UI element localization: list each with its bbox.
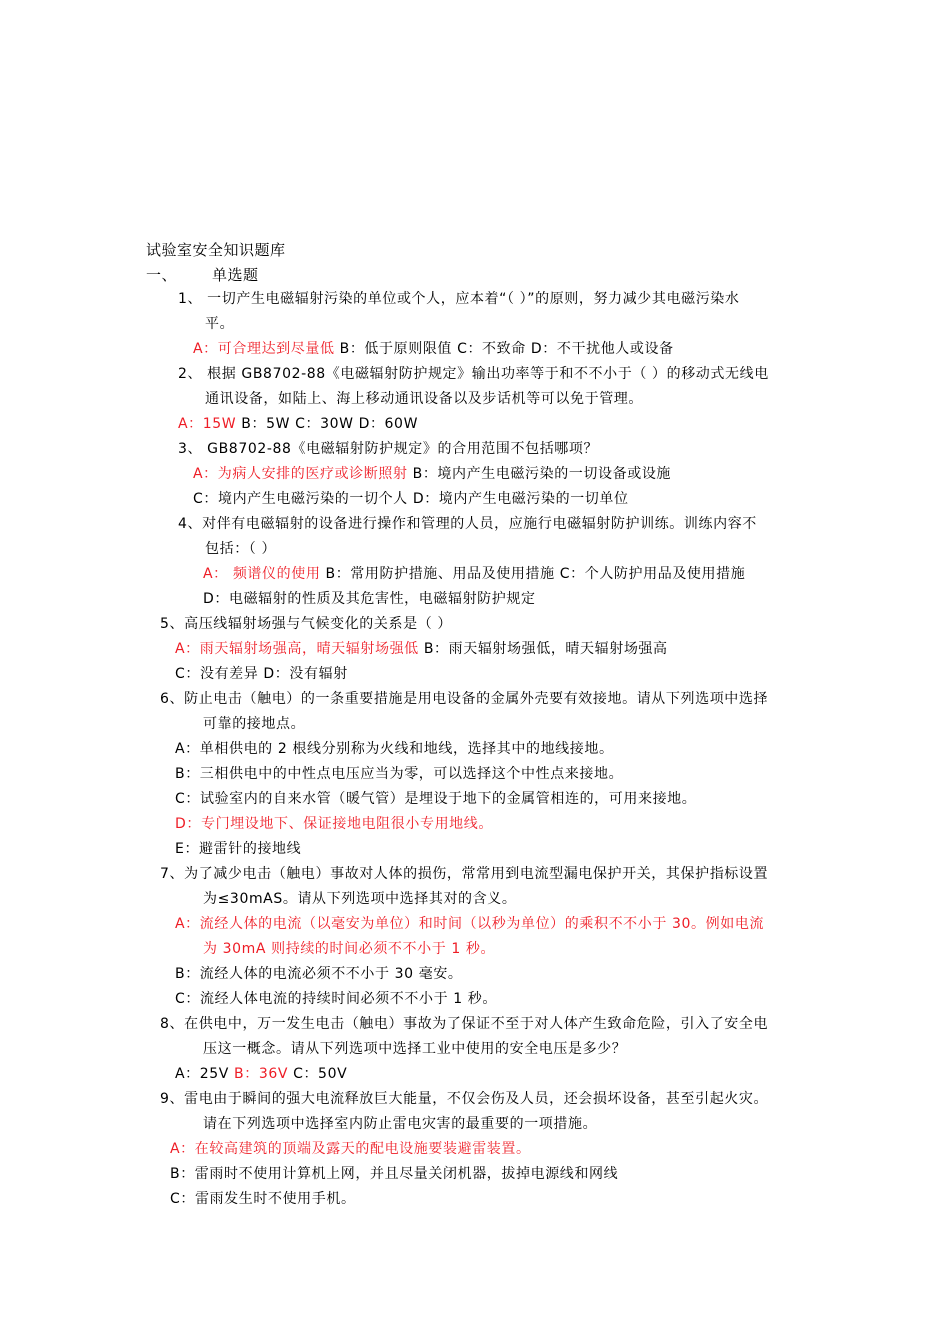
line-text: B：流经人体的电流必须不不小于 30 毫安。 [175, 966, 463, 982]
answer-highlight: A：在较高建筑的顶端及露天的配电设施要装避雷装置。 [170, 1141, 531, 1157]
text-line [160, 615, 452, 633]
text-line [203, 1040, 626, 1058]
section-heading: 单选题 [212, 266, 259, 284]
line-text: 平。 [205, 316, 235, 332]
text-line [175, 840, 301, 858]
line-text: 7、为了减少电击（触电）事故对人体的损伤，常常用到电流型漏电保护开关，其保护指标设置 [160, 866, 769, 882]
line-text: 可靠的接地点。 [203, 716, 306, 732]
text-line [205, 315, 234, 333]
text-line [193, 490, 629, 508]
line-text: C：流经人体电流的持续时间必须不不小于 1 秒。 [175, 991, 497, 1007]
text-line [160, 690, 768, 708]
text-line [193, 465, 671, 483]
text-line [178, 515, 757, 533]
text-line [170, 1165, 618, 1183]
text-line [203, 590, 536, 608]
section-number: 一、 [146, 266, 178, 284]
answer-highlight: A：可合理达到尽量低 [193, 341, 335, 357]
line-text: 9、雷电由于瞬间的强大电流释放巨大能量，不仅会伤及人员，还会损坏设备，甚至引起火灾。 [160, 1091, 769, 1107]
text-line [170, 1190, 356, 1208]
text-line [175, 790, 696, 808]
line-text: A：25V [175, 1066, 235, 1082]
line-text: C：50V [288, 1066, 348, 1082]
answer-highlight: A：为病人安排的医疗或诊断照射 [193, 466, 408, 482]
line-text: B：雨天辐射场强低，晴天辐射场强高 [418, 641, 668, 657]
line-text: 1、 一切产生电磁辐射污染的单位或个人，应本着“（ ）”的原则，努力减少其电磁污染水 [178, 291, 740, 307]
text-line [175, 965, 463, 983]
text-line [203, 565, 745, 583]
text-line [175, 1065, 347, 1083]
answer-highlight: B：36V [234, 1066, 289, 1082]
text-line [203, 890, 516, 908]
text-line [178, 365, 769, 383]
answer-highlight: A：雨天辐射场强高，晴天辐射场强低 [175, 641, 419, 657]
text-line [175, 990, 497, 1008]
text-line [203, 1115, 597, 1133]
text-line [175, 765, 623, 783]
text-line [170, 1140, 531, 1158]
text-line [178, 415, 418, 433]
answer-highlight: A：15W [178, 416, 237, 432]
line-text: E：避雷针的接地线 [175, 841, 302, 857]
line-text: 2、 根据 GB8702-88《电磁辐射防护规定》输出功率等于和不不小于（ ）的移动式无线电 [178, 366, 769, 382]
text-line [160, 1015, 768, 1033]
line-text: 3、 GB8702-88《电磁辐射防护规定》的合用范围不包括哪项？ [178, 441, 599, 457]
document-title: 试验室安全知识题库 [146, 241, 286, 259]
line-text: B：雷雨时不使用计算机上网，并且尽量关闭机器，拔掉电源线和网线 [170, 1166, 619, 1182]
line-text: 请在下列选项中选择室内防止雷电灾害的最重要的一项措施。 [203, 1116, 598, 1132]
answer-highlight: A：流经人体的电流（以毫安为单位）和时间（以秒为单位）的乘积不不小于 30。例如电流 [175, 916, 765, 932]
line-text: 8、在供电中，万一发生电击（触电）事故为了保证不至于对人体产生致命危险，引入了安全电 [160, 1016, 769, 1032]
line-text: C：境内产生电磁污染的一切个人 D：境内产生电磁污染的一切单位 [193, 491, 629, 507]
text-line [175, 815, 493, 833]
text-line [205, 390, 643, 408]
line-text: 包括：（ ） [205, 541, 277, 557]
line-text: 6、防止电击（触电）的一条重要措施是用电设备的金属外壳要有效接地。请从下列选项中选择 [160, 691, 769, 707]
answer-highlight: 为 30mA 则持续的时间必须不不小于 1 秒。 [203, 941, 496, 957]
text-line [193, 340, 674, 358]
line-text: D：电磁辐射的性质及其危害性，电磁辐射防护规定 [203, 591, 536, 607]
text-line [175, 740, 614, 758]
line-text: B：三相供电中的中性点电压应当为零，可以选择这个中性点来接地。 [175, 766, 624, 782]
line-text: B：常用防护措施、用品及使用措施 C：个人防护用品及使用措施 [320, 566, 746, 582]
line-text: C：没有差异 D：没有辐射 [175, 666, 348, 682]
text-line [178, 290, 740, 308]
answer-highlight: A： 频谱仪的使用 [203, 566, 321, 582]
line-text: 通讯设备，如陆上、海上移动通讯设备以及步话机等可以免于管理。 [205, 391, 643, 407]
line-text: 5、高压线辐射场强与气候变化的关系是（ ） [160, 616, 452, 632]
line-text: C：雷雨发生时不使用手机。 [170, 1191, 356, 1207]
line-text: 为≤30mAS。请从下列选项中选择其对的含义。 [203, 891, 517, 907]
text-line [175, 915, 764, 933]
line-text: C：试验室内的自来水管（暖气管）是埋设于地下的金属管相连的，可用来接地。 [175, 791, 697, 807]
text-line [205, 540, 276, 558]
line-text: B：5W C：30W D：60W [236, 416, 419, 432]
line-text: 4、对伴有电磁辐射的设备进行操作和管理的人员，应施行电磁辐射防护训练。训练内容不 [178, 516, 757, 532]
text-line [160, 865, 768, 883]
text-line [160, 1090, 768, 1108]
text-line [175, 665, 348, 683]
answer-highlight: D：专门埋设地下、保证接地电阻很小专用地线。 [175, 816, 493, 832]
text-line [175, 640, 668, 658]
text-line [203, 940, 495, 958]
line-text: 压这一概念。请从下列选项中选择工业中使用的安全电压是多少？ [203, 1041, 627, 1057]
text-line [178, 440, 598, 458]
text-line [203, 715, 305, 733]
line-text: B：境内产生电磁污染的一切设备或设施 [407, 466, 672, 482]
line-text: A：单相供电的 2 根线分别称为火线和地线，选择其中的地线接地。 [175, 741, 614, 757]
line-text: B：低于原则限值 C：不致命 D：不干扰他人或设备 [334, 341, 674, 357]
